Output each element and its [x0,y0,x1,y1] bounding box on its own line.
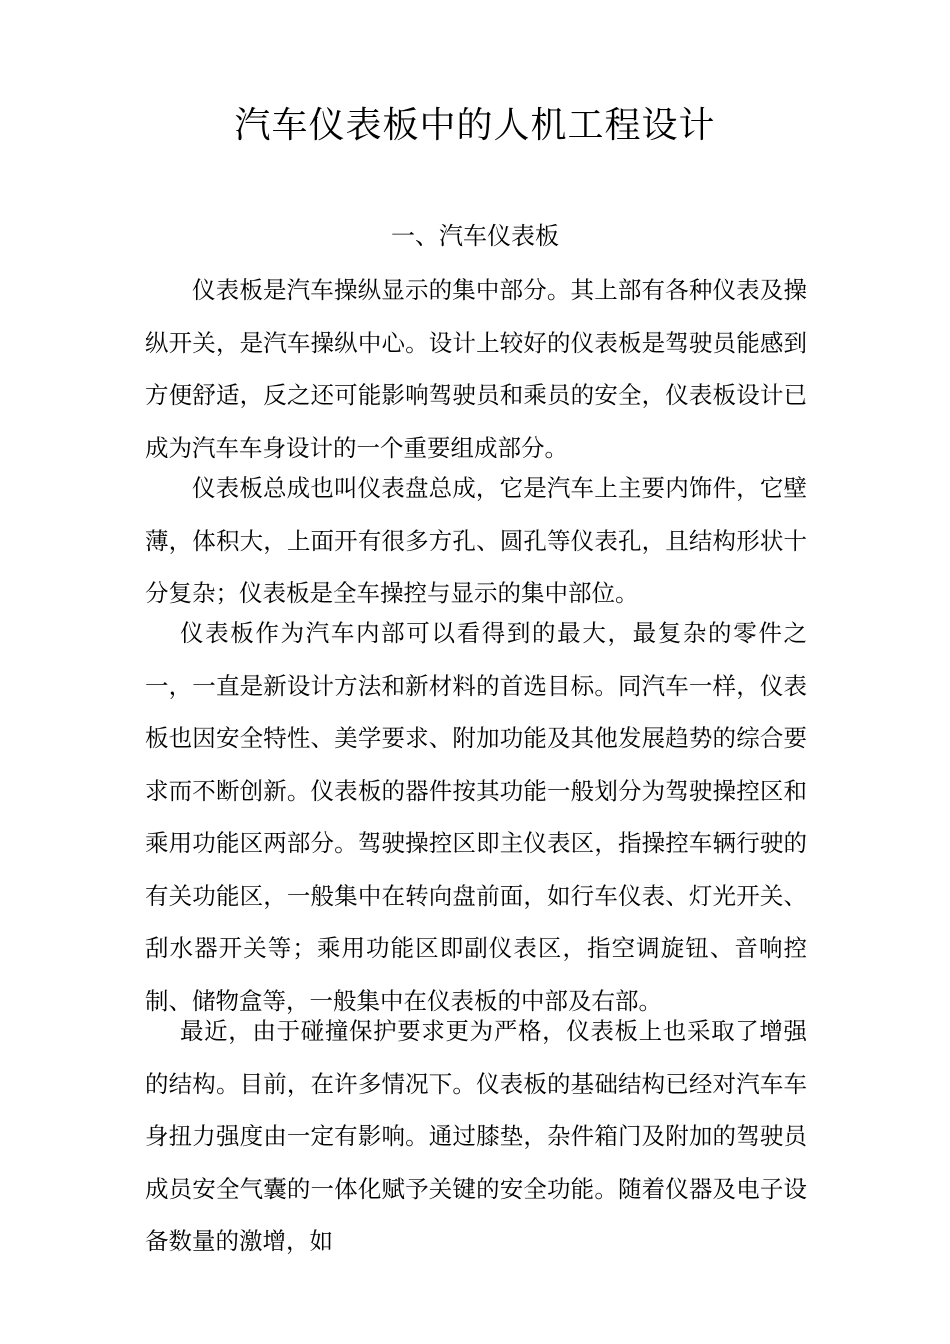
document-title: 汽车仪表板中的人机工程设计 [234,105,716,146]
section-heading: 一、汽车仪表板 [391,222,559,250]
paragraph: 仪表板总成也叫仪表盘总成，它是汽车上主要内饰件，它壁薄，体积大，上面开有很多方孔、圆孔等仪表孔，且结构形状十分复杂；仪表板是全车操控与显示的集中部位。 [145,474,807,607]
paragraph: 仪表板是汽车操纵显示的集中部分。其上部有各种仪表及操纵开关，是汽车操纵中心。设计上较好的仪表板是驾驶员能感到方便舒适，反之还可能影响驾驶员和乘员的安全，仪表板设计已成为汽车车身设计的一个重要组成部分。 [145,276,807,462]
paragraph: 最近，由于碰撞保护要求更为严格，仪表板上也采取了增强的结构。目前，在许多情况下。仪表板的基础结构已经对汽车车身扭力强度由一定有影响。通过膝垫，杂件箱门及附加的驾驶员成员安全气囊的一体化赋予关键的安全功能。随着仪器及电子设备数量的激增，如 [145,1017,807,1255]
paragraph: 仪表板作为汽车内部可以看得到的最大，最复杂的零件之一，一直是新设计方法和新材料的首选目标。同汽车一样，仪表板也因安全特性、美学要求、附加功能及其他发展趋势的综合要求而不断创新。仪表板的器件按其功能一般划分为驾驶操控区和乘用功能区两部分。驾驶操控区即主仪表区，指操控车辆行驶的有关功能区，一般集中在转向盘前面，如行车仪表、灯光开关、刮水器开关等；乘用功能区即副仪表区，指空调旋钮、音响控制、储物盒等，一般集中在仪表板的中部及右部。 [145,619,807,1015]
